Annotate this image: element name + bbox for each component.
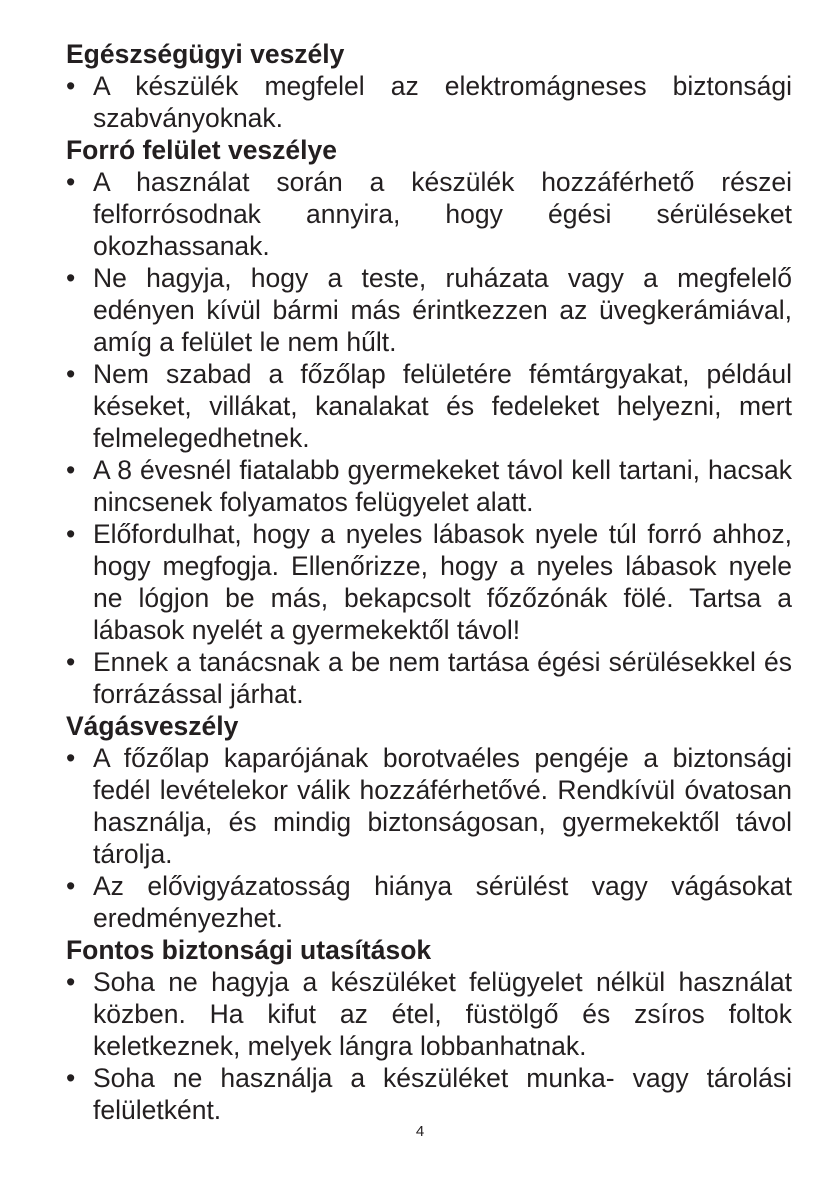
- bullet-item: • Ne hagyja, hogy a teste, ruházata vagy a megfelelő edényen kívül bármi más érintkezzen az üvegkerámiával, amíg a felület le nem hűlt.: [66, 262, 792, 358]
- section-health-hazard: [66, 38, 792, 134]
- bullet-item: • Az elővigyázatosság hiánya sérülést vagy vágásokat eredményezhet.: [66, 870, 792, 934]
- bullet-item: • Nem szabad a főzőlap felületére fémtárgyakat, például késeket, villákat, kanalakat és fedeleket helyezni, mert felmelegedhetnek.: [66, 358, 792, 454]
- section-heading: Vágásveszély: [66, 711, 239, 741]
- page-number: 4: [415, 1123, 425, 1140]
- section-cut-hazard: [66, 710, 792, 934]
- section-heading: Egészségügyi veszély: [66, 39, 345, 69]
- bullet-list: [66, 742, 792, 934]
- page-content: [66, 38, 792, 1126]
- bullet-item: • Ennek a tanácsnak a be nem tartása égési sérülésekkel és forrázással járhat.: [66, 646, 792, 710]
- bullet-item: • A főzőlap kaparójának borotvaéles pengéje a biztonsági fedél levételekor válik hozzáférhetővé. Rendkívül óvatosan használja, és mindig biztonságosan, gyermekektől távol tárolja.: [66, 742, 792, 870]
- bullet-item: • Előfordulhat, hogy a nyeles lábasok nyele túl forró ahhoz, hogy megfogja. Ellenőrizze, hogy a nyeles lábasok nyele ne lógjon be más, bekapcsolt főzőzónák fölé. Tartsa a lábasok nyelét a gyermekektől távol!: [66, 518, 792, 646]
- bullet-item: • A 8 évesnél fiatalabb gyermekeket távol kell tartani, hacsak nincsenek folyamatos felügyelet alatt.: [66, 454, 792, 518]
- section-heading: Fontos biztonsági utasítások: [66, 935, 432, 965]
- bullet-list: [66, 966, 792, 1126]
- bullet-item: • A használat során a készülék hozzáférhető részei felforrósodnak annyira, hogy égési sérüléseket okozhassanak.: [66, 166, 792, 262]
- bullet-list: [66, 70, 792, 134]
- section-important-safety-instructions: [66, 934, 792, 1126]
- bullet-item: • Soha ne használja a készüléket munka- vagy tárolási felületként.: [66, 1062, 792, 1126]
- bullet-item: • Soha ne hagyja a készüléket felügyelet nélkül használat közben. Ha kifut az étel, füstölgő és zsíros foltok keletkeznek, melyek lángra lobbanhatnak.: [66, 966, 792, 1062]
- bullet-list: [66, 166, 792, 710]
- section-heading: Forró felület veszélye: [66, 135, 337, 165]
- section-hot-surface-hazard: [66, 134, 792, 710]
- bullet-item: • A készülék megfelel az elektromágneses biztonsági szabványoknak.: [66, 70, 792, 134]
